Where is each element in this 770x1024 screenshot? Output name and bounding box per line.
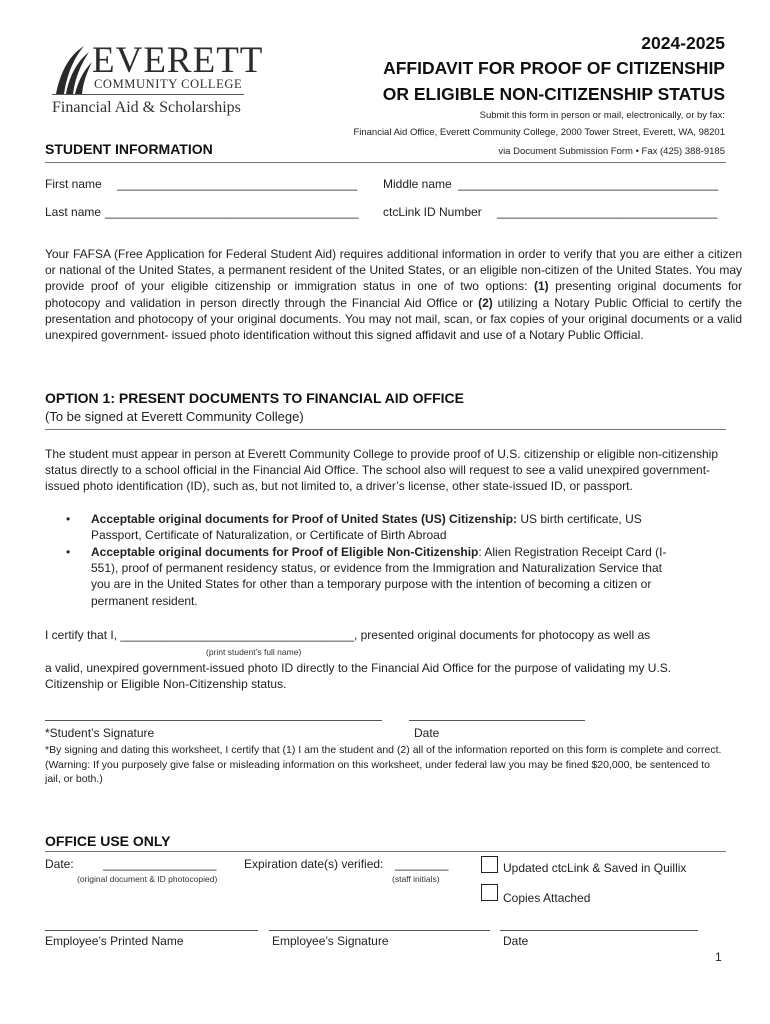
logo-divider	[52, 94, 244, 95]
section-divider	[45, 851, 726, 852]
submission-methods: via Document Submission Form • Fax (425) 388-9185	[498, 146, 725, 157]
bullet-non-citizenship: • Acceptable original documents for Proof of Eligible Non-Citizenship: Alien Registration Receipt Card (I-551), proof of permanent residency status, or evidence from the Immigration and Naturalization Service that you are in the United States for other than a temporary purpose with the intention of becoming a citizen or permanent resident.	[66, 545, 667, 608]
logo-college-name: EVERETT	[92, 40, 264, 81]
certify-body: a valid, unexpired government-issued photo ID directly to the Financial Aid Office for the purpose of validating my U.S. Citizenship or Eligible Non-Citizenship status.	[45, 661, 672, 692]
copies-attached-label: Copies Attached	[503, 891, 591, 905]
office-use-heading: OFFICE USE ONLY	[45, 833, 171, 849]
office-date-hint: (original document & ID photocopied)	[77, 874, 218, 884]
student-name-field[interactable]: ___________________________________	[120, 628, 354, 642]
ctclink-id-label: ctcLink ID Number	[383, 205, 482, 219]
option1-body: The student must appear in person at Everett Community College to provide proof of U.S. citizenship or eligible non-citizenship status directly to a school official in the Financial Aid Office. The school also will request to see a valid unexpired government-issued photo identification (ID), such as, but not limited to, a driver’s license, other state-issued ID, or passport.	[45, 447, 719, 494]
employee-date-field[interactable]	[500, 930, 698, 931]
staff-initials-field[interactable]: ________	[395, 857, 449, 871]
logo-college-subtitle: COMMUNITY COLLEGE	[94, 77, 243, 91]
option1-heading: OPTION 1: PRESENT DOCUMENTS TO FINANCIAL AID OFFICE	[45, 390, 464, 406]
certify-statement: I certify that I, ___________________________________, presented original documents for photocopy as well as	[45, 628, 651, 642]
section-divider	[45, 162, 726, 163]
intro-paragraph: Your FAFSA (Free Application for Federal Student Aid) requires additional information in order to verify that you are either a citizen or national of the United States, a permanent resident of the United States, or an eligible non-citizen of the United States. You may provide proof of your eligible citizenship or immigration status in one of two options: (1) presenting original documents for photocopy and validation in person directly through the Financial Aid Office or (2) utilizing a Notary Public Official to certify the presentation and photocopy of your original documents. You may not mail, scan, or fax copies of your original documents or a valid unexpired government- issued photo identification without this signed affidavit and use of a Notary Public Official.	[45, 247, 743, 343]
signature-date-field[interactable]	[409, 720, 585, 721]
last-name-field[interactable]: ______________________________________	[105, 205, 359, 219]
office-date-field[interactable]: _________________	[103, 857, 217, 871]
student-info-heading: STUDENT INFORMATION	[45, 141, 213, 157]
employee-name-field[interactable]	[45, 930, 258, 931]
copies-attached-checkbox[interactable]	[481, 884, 498, 901]
form-title-line2: OR ELIGIBLE NON-CITIZENSHIP STATUS	[382, 84, 725, 104]
submit-note: Submit this form in person or mail, electronically, or by fax:	[479, 110, 725, 121]
form-year: 2024-2025	[641, 33, 725, 53]
section-divider	[45, 429, 726, 430]
signature-date-label: Date	[414, 726, 440, 740]
bullet-citizenship: • Acceptable original documents for Proof of United States (US) Citizenship: US birth certificate, US Passport, Certificate of Naturalization, or Certificate of Birth Abroad	[66, 512, 642, 543]
option1-subheading: (To be signed at Everett Community College)	[45, 409, 304, 424]
first-name-field[interactable]: ____________________________________	[117, 177, 358, 191]
middle-name-field[interactable]: _______________________________________	[458, 177, 719, 191]
logo-department: Financial Aid & Scholarships	[52, 99, 241, 116]
form-title-line1: AFFIDAVIT FOR PROOF OF CITIZENSHIP	[383, 58, 725, 78]
student-signature-field[interactable]	[45, 720, 382, 721]
updated-ctclink-label: Updated ctcLink & Saved in Quillix	[503, 861, 687, 875]
updated-ctclink-checkbox[interactable]	[481, 856, 498, 873]
employee-date-label: Date	[503, 934, 529, 948]
first-name-label: First name	[45, 177, 102, 191]
page-number: 1	[715, 950, 722, 964]
office-address: Financial Aid Office, Everett Community College, 2000 Tower Street, Everett, WA, 98201	[353, 127, 725, 138]
student-signature-label: *Student’s Signature	[45, 726, 155, 740]
middle-name-label: Middle name	[383, 177, 452, 191]
false-info-warning: *By signing and dating this worksheet, I certify that (1) I am the student and (2) all of the information reported on this form is complete and correct. (Warning: If you purposely give false or misleading information on this worksheet, under federal law you may be fined $20,000, be sentenced to jail, or both.)	[45, 744, 722, 785]
staff-initials-hint: (staff initials)	[392, 874, 440, 884]
employee-signature-field[interactable]	[269, 930, 490, 931]
employee-name-label: Employee’s Printed Name	[45, 934, 184, 948]
college-logo-mark	[54, 44, 94, 94]
last-name-label: Last name	[45, 205, 102, 219]
ctclink-id-field[interactable]: _________________________________	[497, 205, 718, 219]
employee-signature-label: Employee’s Signature	[272, 934, 389, 948]
office-date-label: Date:	[45, 857, 74, 871]
expiration-verified-label: Expiration date(s) verified:	[244, 857, 384, 871]
print-name-hint: (print student’s full name)	[206, 647, 302, 657]
